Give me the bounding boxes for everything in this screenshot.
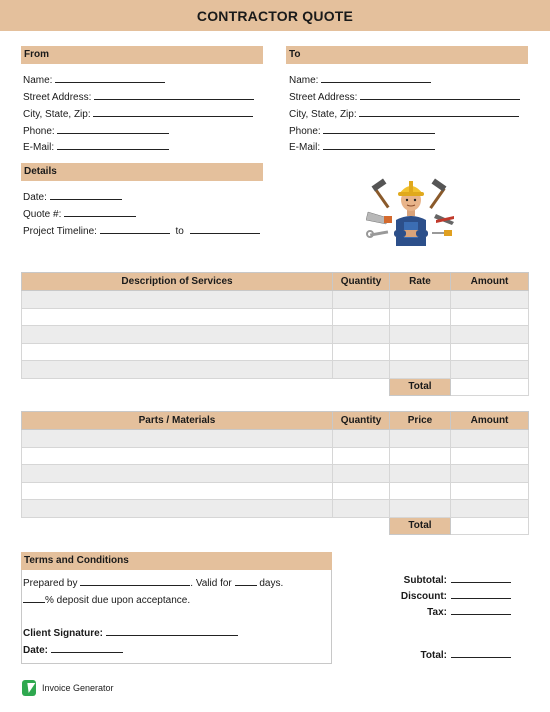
cell[interactable] — [451, 308, 529, 326]
cell[interactable] — [22, 482, 333, 500]
cell[interactable] — [22, 308, 333, 326]
from-name-line[interactable] — [55, 73, 165, 83]
cell[interactable] — [451, 465, 529, 483]
cell[interactable] — [333, 326, 390, 344]
valid-days-line[interactable] — [235, 576, 257, 586]
table-row[interactable] — [22, 326, 529, 344]
discount-field[interactable] — [401, 589, 511, 602]
client-signature-label: Client Signature: — [23, 628, 104, 639]
quote-number-line[interactable] — [64, 207, 136, 217]
cell[interactable] — [451, 447, 529, 465]
days-label: days. — [259, 578, 284, 589]
brand-name: Invoice Generator — [42, 683, 114, 693]
timeline-end-line[interactable] — [190, 224, 260, 234]
timeline-to-label: to — [175, 226, 184, 237]
from-street-field[interactable] — [23, 90, 254, 103]
prepared-by-label: Prepared by — [23, 578, 78, 589]
grand-total-line[interactable] — [451, 648, 511, 658]
from-street-label: Street Address: — [23, 92, 92, 103]
project-timeline-label: Project Timeline: — [23, 226, 97, 237]
cell[interactable] — [22, 447, 333, 465]
from-email-field[interactable] — [23, 140, 169, 153]
spacer — [22, 378, 333, 396]
cell[interactable] — [451, 291, 529, 309]
materials-header-row — [22, 412, 529, 430]
valid-for-label: . Valid for — [190, 578, 232, 589]
grand-total-field[interactable] — [421, 648, 511, 661]
table-row[interactable] — [22, 482, 529, 500]
discount-line[interactable] — [451, 589, 511, 599]
cell[interactable] — [390, 291, 451, 309]
table-row[interactable] — [22, 308, 529, 326]
to-city-line[interactable] — [359, 107, 519, 117]
table-row[interactable] — [22, 500, 529, 518]
cell[interactable] — [390, 326, 451, 344]
from-heading: From — [21, 46, 263, 64]
grand-total-label: Total: — [420, 650, 447, 661]
from-name-label: Name: — [23, 75, 53, 86]
materials-amount-header: Amount — [451, 412, 529, 430]
cell[interactable] — [451, 326, 529, 344]
timeline-start-line[interactable] — [100, 224, 170, 234]
terms-date-label: Date: — [23, 645, 49, 656]
from-email-line[interactable] — [57, 140, 169, 150]
to-phone-label: Phone: — [289, 126, 321, 137]
spacer — [333, 517, 390, 535]
date-line[interactable] — [50, 190, 122, 200]
from-email-label: E-Mail: — [23, 142, 55, 153]
lightning-bolt-icon — [22, 680, 36, 696]
tax-line[interactable] — [451, 605, 511, 615]
cell[interactable] — [333, 465, 390, 483]
cell[interactable] — [22, 465, 333, 483]
table-row[interactable] — [22, 447, 529, 465]
cell[interactable] — [390, 482, 451, 500]
client-signature-field[interactable] — [23, 626, 238, 639]
client-signature-line[interactable] — [106, 626, 238, 636]
deposit-field[interactable] — [23, 593, 190, 606]
to-email-line[interactable] — [323, 140, 435, 150]
cell[interactable] — [22, 291, 333, 309]
to-heading: To — [286, 46, 528, 64]
cell[interactable] — [390, 308, 451, 326]
cell[interactable] — [333, 361, 390, 379]
cell[interactable] — [390, 343, 451, 361]
services-amount-header: Amount — [451, 273, 529, 291]
page-title: CONTRACTOR QUOTE — [196, 7, 354, 24]
prepared-by-field[interactable] — [23, 576, 283, 589]
from-city-label: City, State, Zip: — [23, 109, 91, 120]
cell[interactable] — [333, 343, 390, 361]
from-name-field[interactable] — [23, 73, 165, 86]
services-table — [21, 272, 529, 396]
materials-total-row — [22, 517, 529, 535]
from-city-field[interactable] — [23, 107, 253, 120]
to-name-field[interactable] — [289, 73, 431, 86]
from-city-line[interactable] — [93, 107, 253, 117]
cell[interactable] — [390, 430, 451, 448]
deposit-percent-line[interactable] — [23, 593, 45, 603]
invoice-generator-logo[interactable] — [22, 680, 114, 696]
terms-date-line[interactable] — [51, 643, 123, 653]
table-row[interactable] — [22, 361, 529, 379]
details-heading: Details — [21, 163, 263, 181]
table-row[interactable] — [22, 291, 529, 309]
to-city-label: City, State, Zip: — [289, 109, 357, 120]
from-phone-line[interactable] — [57, 124, 169, 134]
date-label: Date: — [23, 192, 47, 203]
deposit-label: % deposit due upon acceptance. — [45, 595, 191, 606]
contractor-worker-with-tools-icon — [366, 176, 456, 246]
from-phone-field[interactable] — [23, 124, 169, 137]
cell[interactable] — [451, 361, 529, 379]
cell[interactable] — [333, 308, 390, 326]
materials-total-label: Total — [390, 517, 451, 535]
cell[interactable] — [333, 430, 390, 448]
table-row[interactable] — [22, 343, 529, 361]
to-street-label: Street Address: — [289, 92, 358, 103]
materials-description-header: Parts / Materials — [22, 412, 333, 430]
services-header-row — [22, 273, 529, 291]
tax-field[interactable] — [427, 605, 511, 618]
cell[interactable] — [451, 343, 529, 361]
materials-table — [21, 411, 529, 535]
cell[interactable] — [451, 500, 529, 518]
discount-label: Discount: — [400, 591, 447, 602]
from-street-line[interactable] — [94, 90, 254, 100]
cell[interactable] — [390, 500, 451, 518]
to-name-label: Name: — [289, 75, 319, 86]
quote-number-label: Quote #: — [23, 209, 62, 220]
cell[interactable] — [390, 447, 451, 465]
table-row[interactable] — [22, 465, 529, 483]
materials-price-header: Price — [390, 412, 451, 430]
title-bar — [0, 0, 550, 31]
cell[interactable] — [451, 430, 529, 448]
to-email-field[interactable] — [289, 140, 435, 153]
spacer — [333, 378, 390, 396]
to-street-line[interactable] — [360, 90, 520, 100]
services-quantity-header: Quantity — [333, 273, 390, 291]
from-phone-label: Phone: — [23, 126, 55, 137]
cell[interactable] — [22, 326, 333, 344]
services-rate-header: Rate — [390, 273, 451, 291]
spacer — [22, 517, 333, 535]
cell[interactable] — [390, 465, 451, 483]
tax-label: Tax: — [427, 607, 447, 618]
to-city-field[interactable] — [289, 107, 519, 120]
quote-number-field[interactable] — [23, 207, 136, 220]
services-description-header: Description of Services — [22, 273, 333, 291]
services-total-row — [22, 378, 529, 396]
date-field[interactable] — [23, 190, 122, 203]
cell[interactable] — [451, 482, 529, 500]
terms-date-field[interactable] — [23, 643, 123, 656]
project-timeline-field[interactable] — [23, 224, 260, 237]
cell[interactable] — [22, 430, 333, 448]
table-row[interactable] — [22, 430, 529, 448]
cell[interactable] — [333, 447, 390, 465]
cell[interactable] — [333, 500, 390, 518]
services-total-value[interactable] — [451, 378, 529, 396]
subtotal-line[interactable] — [451, 573, 511, 583]
cell[interactable] — [22, 500, 333, 518]
cell[interactable] — [333, 482, 390, 500]
to-street-field[interactable] — [289, 90, 520, 103]
to-phone-line[interactable] — [323, 124, 435, 134]
to-name-line[interactable] — [321, 73, 431, 83]
cell[interactable] — [333, 291, 390, 309]
to-phone-field[interactable] — [289, 124, 435, 137]
subtotal-field[interactable] — [404, 573, 511, 586]
cell[interactable] — [22, 361, 333, 379]
terms-heading: Terms and Conditions — [21, 552, 332, 570]
prepared-by-line[interactable] — [80, 576, 190, 586]
materials-quantity-header: Quantity — [333, 412, 390, 430]
materials-total-value[interactable] — [451, 517, 529, 535]
cell[interactable] — [22, 343, 333, 361]
to-email-label: E-Mail: — [289, 142, 321, 153]
services-total-label: Total — [390, 378, 451, 396]
subtotal-label: Subtotal: — [403, 575, 447, 586]
cell[interactable] — [390, 361, 451, 379]
